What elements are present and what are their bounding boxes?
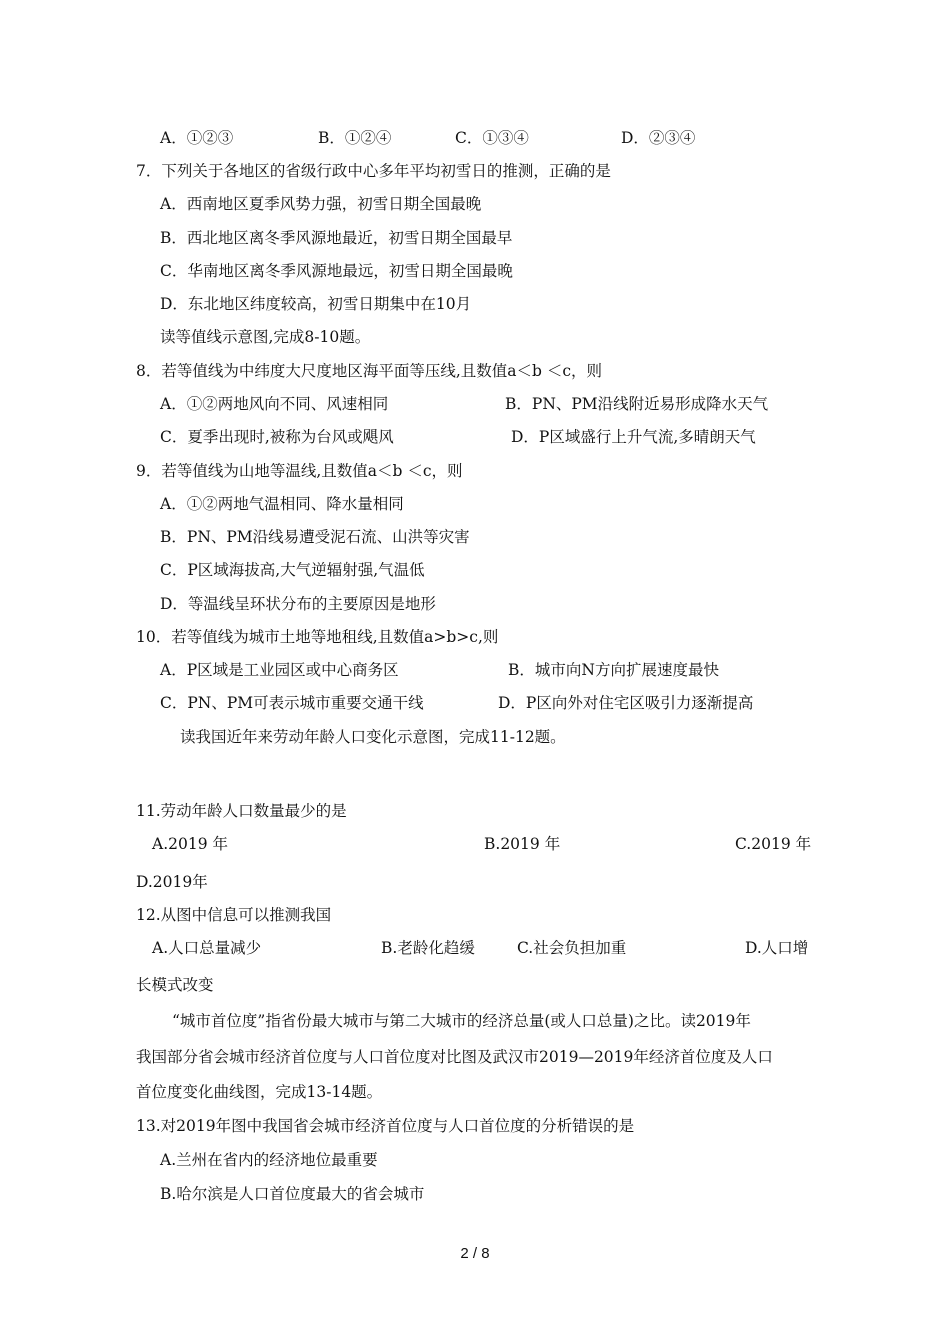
- q10-option-d: D．P区向外对住宅区吸引力逐渐提高: [498, 694, 754, 712]
- q11-option-a: A.2019 年: [152, 835, 228, 853]
- q9-option-d: D．等温线呈环状分布的主要原因是地形: [160, 595, 436, 613]
- q9-stem: 9．若等值线为山地等温线,且数值a＜b ＜c，则: [136, 462, 463, 480]
- q8-option-d: D．P区域盛行上升气流,多晴朗天气: [511, 428, 756, 446]
- q8-option-c: C．夏季出现时,被称为台风或飓风: [160, 428, 394, 446]
- q12-stem: 12.从图中信息可以推测我国: [136, 906, 332, 924]
- q10-option-a: A．P区域是工业园区或中心商务区: [160, 661, 399, 679]
- q11-option-d: D.2019年: [136, 873, 208, 891]
- q12-option-d: D.人口增: [745, 939, 809, 957]
- q7-option-a: A．西南地区夏季风势力强，初雪日期全国最晚: [160, 195, 482, 213]
- q11-option-b: B.2019 年: [484, 835, 561, 853]
- q7-stem: 7．下列关于各地区的省级行政中心多年平均初雪日的推测，正确的是: [136, 162, 611, 180]
- q6-option-b: B．①②④: [318, 129, 392, 147]
- q12-option-b: B.老龄化趋缓: [381, 939, 475, 957]
- q9-option-c: C．P区域海拔高,大气逆辐射强,气温低: [160, 561, 425, 579]
- intro-11-12: 读我国近年来劳动年龄人口变化示意图，完成11-12题。: [180, 728, 566, 746]
- passage-line-2: 我国部分省会城市经济首位度与人口首位度对比图及武汉市2019—2019年经济首位度及人口: [136, 1048, 773, 1066]
- q13-stem: 13.对2019年图中我国省会城市经济首位度与人口首位度的分析错误的是: [136, 1117, 635, 1135]
- passage-line-1: “城市首位度”指省份最大城市与第二大城市的经济总量(或人口总量)之比。读2019年: [172, 1012, 751, 1030]
- q6-option-d: D．②③④: [621, 129, 696, 147]
- q8-option-b: B．PN、PM沿线附近易形成降水天气: [505, 395, 769, 413]
- q10-stem: 10．若等值线为城市土地等地租线,且数值a>b>c,则: [136, 628, 499, 646]
- q7-option-b: B．西北地区离冬季风源地最近，初雪日期全国最早: [160, 229, 513, 247]
- q10-option-c: C．PN、PM可表示城市重要交通干线: [160, 694, 424, 712]
- intro-8-10: 读等值线示意图,完成8-10题。: [160, 328, 371, 346]
- q10-option-b: B．城市向N方向扩展速度最快: [508, 661, 719, 679]
- q8-stem: 8．若等值线为中纬度大尺度地区海平面等压线,且数值a＜b ＜c，则: [136, 362, 603, 380]
- passage-line-3: 首位度变化曲线图，完成13-14题。: [136, 1083, 383, 1101]
- q12-continuation: 长模式改变: [136, 976, 214, 994]
- q12-option-a: A.人口总量减少: [152, 939, 262, 957]
- q6-option-a: A．①②③: [160, 129, 234, 147]
- q6-option-c: C．①③④: [455, 129, 529, 147]
- q7-option-c: C．华南地区离冬季风源地最远，初雪日期全国最晚: [160, 262, 513, 280]
- q13-option-a: A.兰州在省内的经济地位最重要: [160, 1151, 378, 1169]
- q12-option-c: C.社会负担加重: [517, 939, 627, 957]
- q11-option-c: C.2019 年: [735, 835, 812, 853]
- q9-option-b: B．PN、PM沿线易遭受泥石流、山洪等灾害: [160, 528, 470, 546]
- page-number: 2 / 8: [460, 1245, 490, 1262]
- q7-option-d: D．东北地区纬度较高，初雪日期集中在10月: [160, 295, 472, 313]
- q13-option-b: B.哈尔滨是人口首位度最大的省会城市: [160, 1185, 425, 1203]
- q8-option-a: A．①②两地风向不同、风速相同: [160, 395, 389, 413]
- q11-stem: 11.劳动年龄人口数量最少的是: [136, 802, 347, 820]
- q9-option-a: A．①②两地气温相同、降水量相同: [160, 495, 404, 513]
